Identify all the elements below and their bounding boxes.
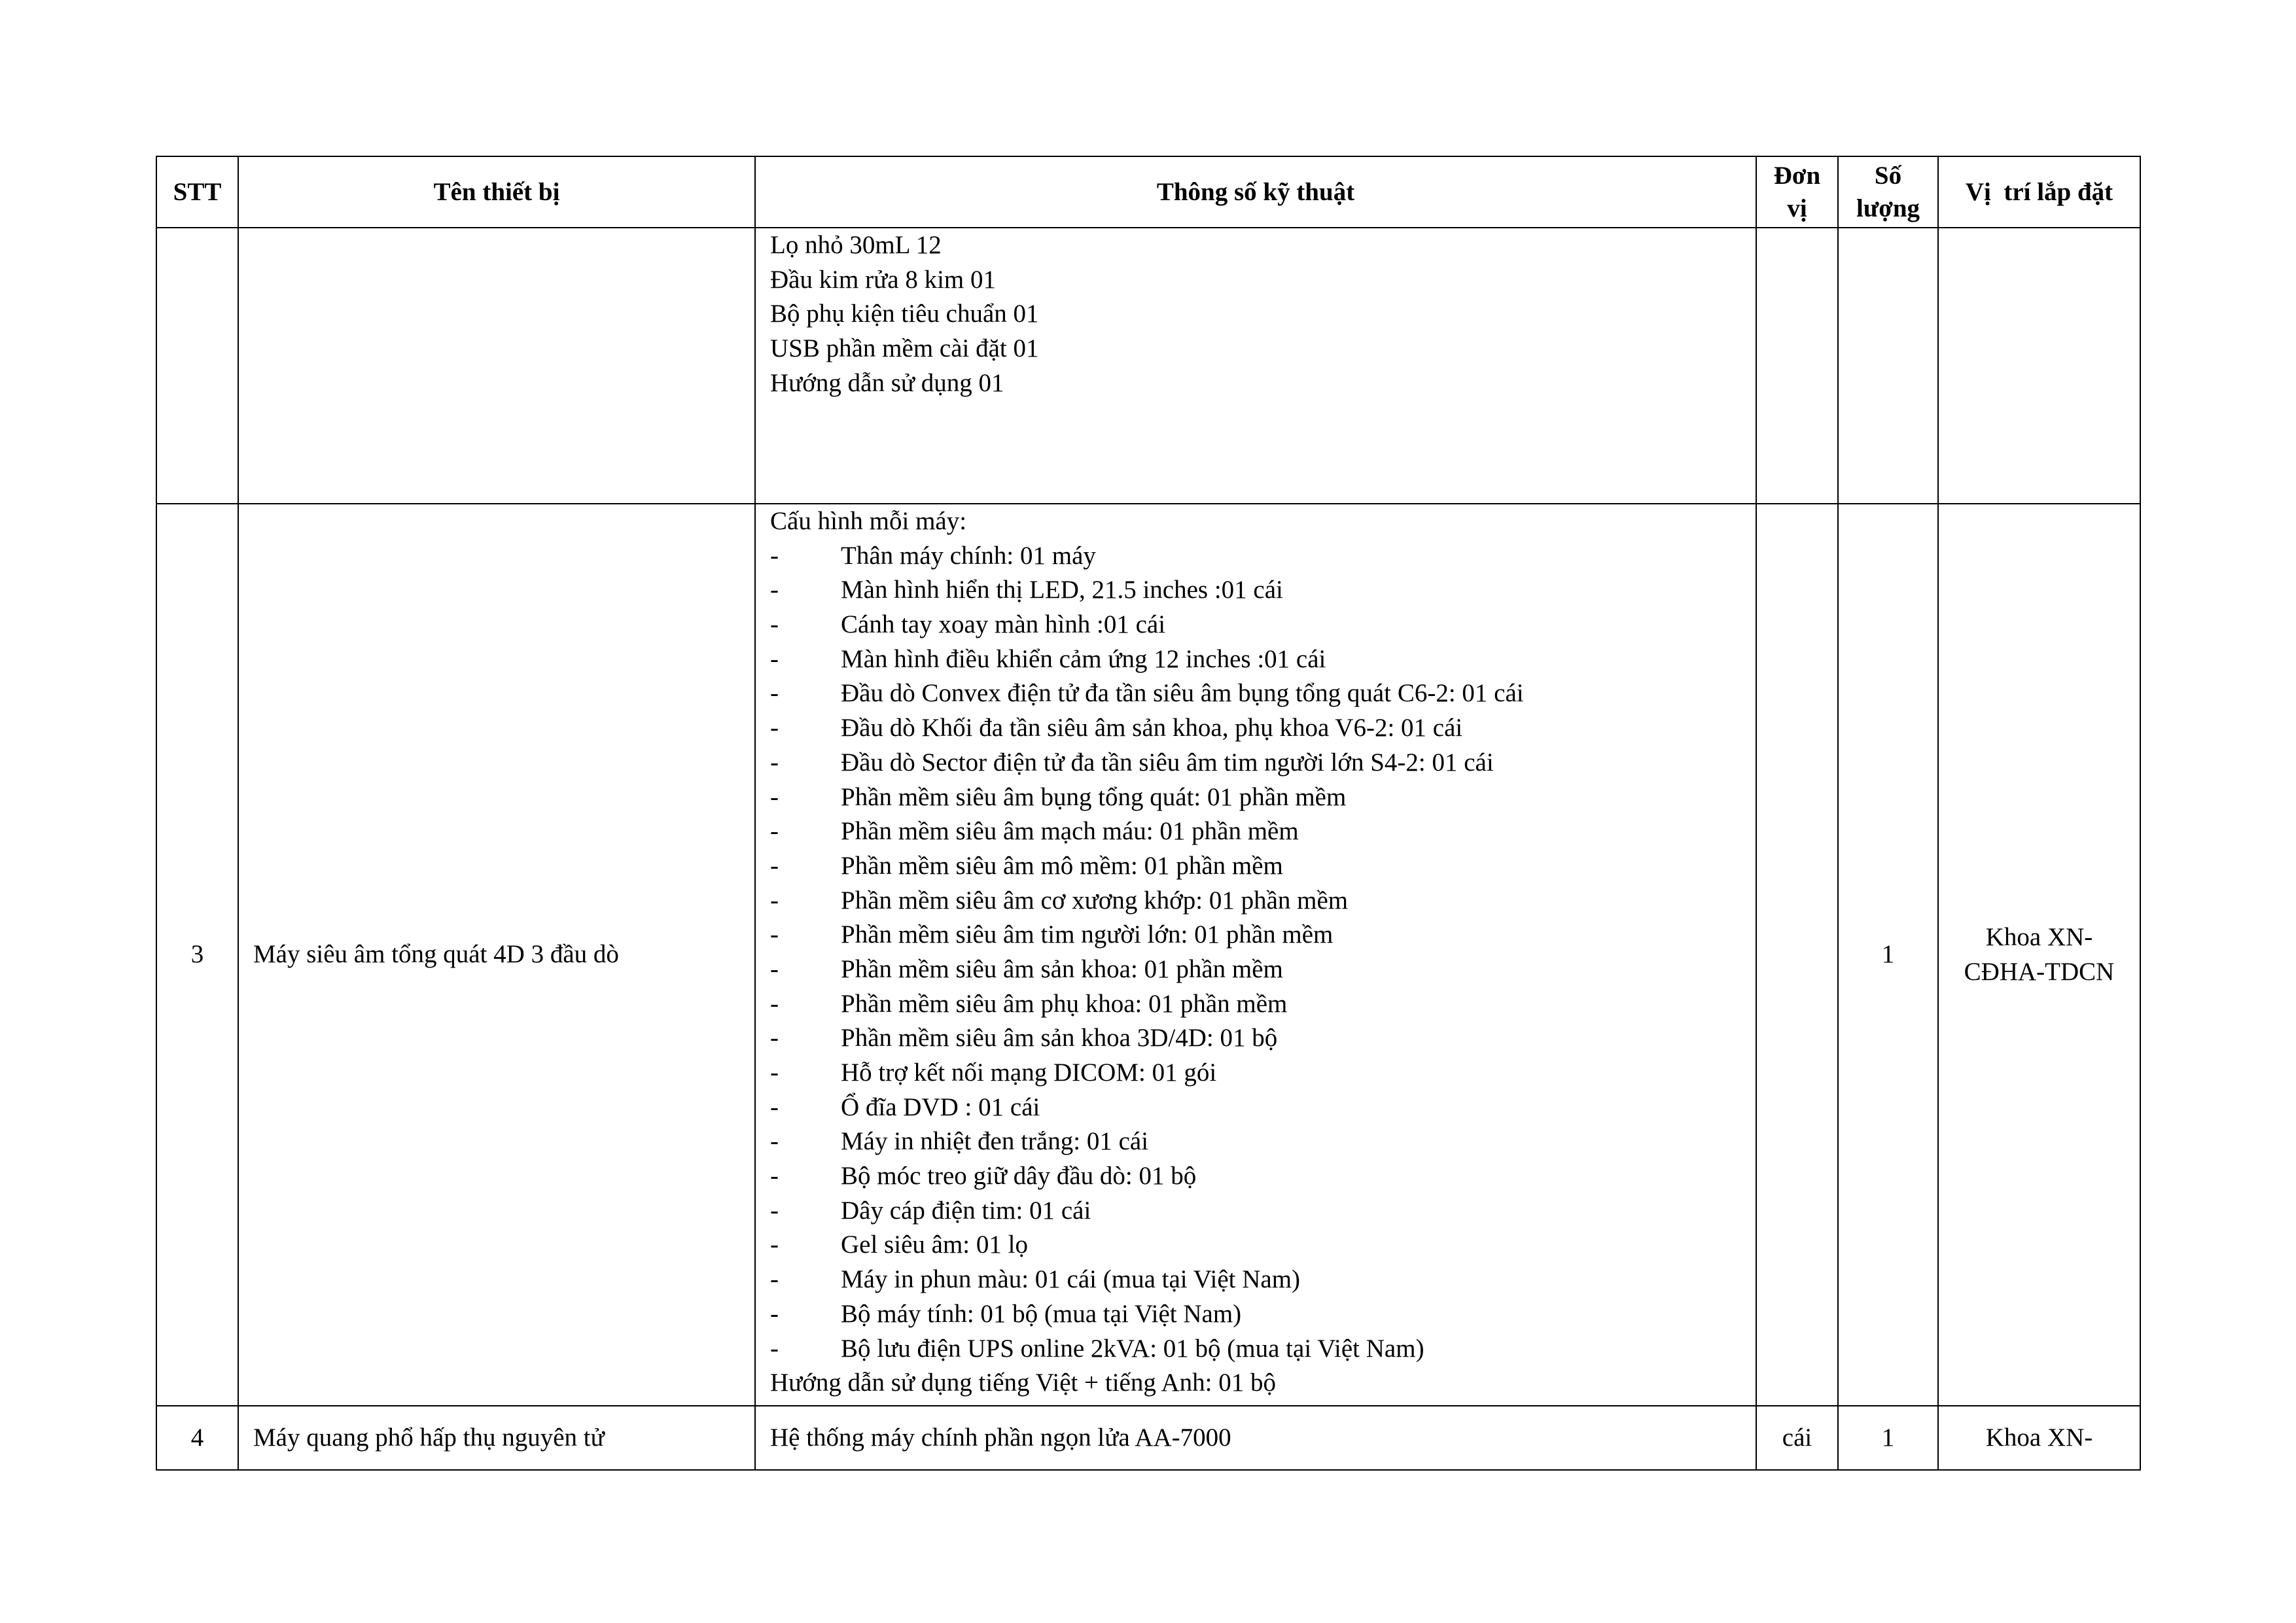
spec-item xyxy=(770,642,1756,677)
cell-location: Khoa XN- xyxy=(1938,1406,2140,1470)
spec-item xyxy=(770,539,1756,574)
header-quantity-line1: Số xyxy=(1874,161,1902,190)
spec-item xyxy=(770,1297,1756,1332)
spec-item-text: Màn hình điều khiển cảm ứng 12 inches :01 cái xyxy=(841,644,1326,673)
cell-quantity: 1 xyxy=(1838,1406,1938,1470)
bullet-dash: - xyxy=(770,954,779,983)
header-quantity-line2: lượng xyxy=(1856,194,1920,222)
spec-item-text: Màn hình hiển thị LED, 21.5 inches :01 cái xyxy=(841,576,1283,604)
spec-line: Lọ nhỏ 30mL 12 xyxy=(770,231,942,259)
spec-item xyxy=(770,918,1756,952)
spec-item-text: Phần mềm siêu âm mô mềm: 01 phần mềm xyxy=(841,851,1283,880)
cell-spec: Hệ thống máy chính phần ngọn lửa AA-7000 xyxy=(755,1406,1756,1470)
table-row-3 xyxy=(156,504,2140,1406)
spec-item xyxy=(770,987,1756,1022)
table-row-continuation xyxy=(156,228,2140,504)
header-unit xyxy=(1756,156,1838,228)
cell-quantity xyxy=(1838,228,1938,504)
bullet-dash: - xyxy=(770,817,779,846)
spec-item-text: Cánh tay xoay màn hình :01 cái xyxy=(841,610,1166,639)
spec-item xyxy=(770,1263,1756,1297)
bullet-dash: - xyxy=(770,1334,779,1363)
spec-item-text: Đầu dò Convex điện tử đa tần siêu âm bụng tổng quát C6-2: 01 cái xyxy=(841,679,1524,708)
location-line2: CĐHA-TDCN xyxy=(1964,957,2115,986)
spec-item-text: Bộ lưu điện UPS online 2kVA: 01 bộ (mua tại Việt Nam) xyxy=(841,1334,1424,1363)
bullet-dash: - xyxy=(770,989,779,1018)
cell-quantity: 1 xyxy=(1838,504,1938,1406)
bullet-dash: - xyxy=(770,1162,779,1191)
spec-item-text: Bộ máy tính: 01 bộ (mua tại Việt Nam) xyxy=(841,1299,1242,1328)
cell-unit xyxy=(1756,228,1838,504)
spec-item xyxy=(770,1228,1756,1263)
header-unit-line2: vị xyxy=(1787,194,1807,222)
cell-device-name: Máy quang phổ hấp thụ nguyên tử xyxy=(238,1406,755,1470)
spec-item xyxy=(770,573,1756,608)
cell-location xyxy=(1938,228,2140,504)
bullet-dash: - xyxy=(770,748,779,777)
spec-item xyxy=(770,1332,1756,1367)
cell-stt: 4 xyxy=(156,1406,238,1470)
spec-item xyxy=(770,1091,1756,1125)
spec-item xyxy=(770,746,1756,780)
bullet-dash: - xyxy=(770,1196,779,1225)
bullet-dash: - xyxy=(770,541,779,570)
spec-item-text: Ổ đĩa DVD : 01 cái xyxy=(841,1092,1040,1121)
cell-unit: cái xyxy=(1756,1406,1838,1470)
spec-line: Hướng dẫn sử dụng 01 xyxy=(770,368,1004,397)
spec-item xyxy=(770,780,1756,815)
spec-item xyxy=(770,1056,1756,1091)
bullet-dash: - xyxy=(770,920,779,949)
spec-footer: Hướng dẫn sử dụng tiếng Việt + tiếng Anh: 01 bộ xyxy=(770,1369,1276,1397)
spec-item xyxy=(770,676,1756,711)
cell-unit xyxy=(1756,504,1838,1406)
spec-item-text: Máy in nhiệt đen trắng: 01 cái xyxy=(841,1127,1149,1156)
spec-item xyxy=(770,849,1756,884)
bullet-dash: - xyxy=(770,644,779,673)
cell-location xyxy=(1938,504,2140,1406)
bullet-dash: - xyxy=(770,1299,779,1328)
bullet-dash: - xyxy=(770,610,779,639)
spec-item-text: Phần mềm siêu âm phụ khoa: 01 phần mềm xyxy=(841,989,1288,1018)
header-unit-line1: Đơn xyxy=(1773,161,1821,190)
spec-item xyxy=(770,711,1756,746)
spec-item xyxy=(770,1125,1756,1159)
spec-item xyxy=(770,952,1756,987)
spec-item-text: Phần mềm siêu âm cơ xương khớp: 01 phần mềm xyxy=(841,886,1349,915)
header-location: Vị trí lắp đặt xyxy=(1938,156,2140,228)
header-row xyxy=(156,156,2140,228)
spec-item xyxy=(770,608,1756,642)
bullet-dash: - xyxy=(770,1058,779,1087)
header-device-name: Tên thiết bị xyxy=(238,156,755,228)
bullet-dash: - xyxy=(770,1024,779,1053)
cell-stt: 3 xyxy=(156,504,238,1406)
cell-spec xyxy=(755,504,1756,1406)
spec-item-text: Phần mềm siêu âm sản khoa: 01 phần mềm xyxy=(841,954,1283,983)
spec-item xyxy=(770,1159,1756,1194)
header-technical-spec: Thông số kỹ thuật xyxy=(755,156,1756,228)
spec-item-text: Phần mềm siêu âm tim người lớn: 01 phần mềm xyxy=(841,920,1333,949)
table-row-4 xyxy=(156,1406,2140,1470)
cell-device-name xyxy=(238,228,755,504)
header-stt: STT xyxy=(156,156,238,228)
spec-item-text: Hỗ trợ kết nối mạng DICOM: 01 gói xyxy=(841,1058,1217,1087)
spec-item-text: Phần mềm siêu âm bụng tổng quát: 01 phần mềm xyxy=(841,782,1347,811)
spec-item-text: Dây cáp điện tim: 01 cái xyxy=(841,1196,1091,1225)
spec-line: Đầu kim rửa 8 kim 01 xyxy=(770,265,997,294)
spec-item xyxy=(770,884,1756,918)
bullet-dash: - xyxy=(770,782,779,811)
bullet-dash: - xyxy=(770,576,779,604)
spec-item-text: Gel siêu âm: 01 lọ xyxy=(841,1230,1028,1259)
location-line1: Khoa XN- xyxy=(1985,922,2093,951)
spec-item-text: Đầu dò Khối đa tần siêu âm sản khoa, phụ khoa V6-2: 01 cái xyxy=(841,714,1463,742)
spec-item xyxy=(770,814,1756,849)
bullet-dash: - xyxy=(770,1265,779,1294)
spec-item-text: Phần mềm siêu âm mạch máu: 01 phần mềm xyxy=(841,817,1299,846)
cell-device-name: Máy siêu âm tổng quát 4D 3 đầu dò xyxy=(238,504,755,1406)
spec-line: Bộ phụ kiện tiêu chuẩn 01 xyxy=(770,300,1039,328)
spec-item-text: Bộ móc treo giữ dây đầu dò: 01 bộ xyxy=(841,1162,1197,1191)
bullet-dash: - xyxy=(770,1092,779,1121)
spec-item-text: Máy in phun màu: 01 cái (mua tại Việt Nam) xyxy=(841,1265,1301,1294)
bullet-dash: - xyxy=(770,1127,779,1156)
spec-item-text: Phần mềm siêu âm sản khoa 3D/4D: 01 bộ xyxy=(841,1024,1278,1053)
equipment-spec-table xyxy=(156,156,2141,1471)
bullet-dash: - xyxy=(770,714,779,742)
cell-spec xyxy=(755,228,1756,504)
spec-item xyxy=(770,1194,1756,1229)
spec-item-text: Thân máy chính: 01 máy xyxy=(841,541,1096,570)
bullet-dash: - xyxy=(770,886,779,915)
spec-item xyxy=(770,1021,1756,1056)
bullet-dash: - xyxy=(770,1230,779,1259)
spec-heading: Cấu hình mỗi máy: xyxy=(770,507,967,535)
bullet-dash: - xyxy=(770,679,779,708)
spec-line: USB phần mềm cài đặt 01 xyxy=(770,334,1039,363)
spec-item-text: Đầu dò Sector điện tử đa tần siêu âm tim người lớn S4-2: 01 cái xyxy=(841,748,1494,777)
header-quantity xyxy=(1838,156,1938,228)
cell-stt xyxy=(156,228,238,504)
bullet-dash: - xyxy=(770,851,779,880)
